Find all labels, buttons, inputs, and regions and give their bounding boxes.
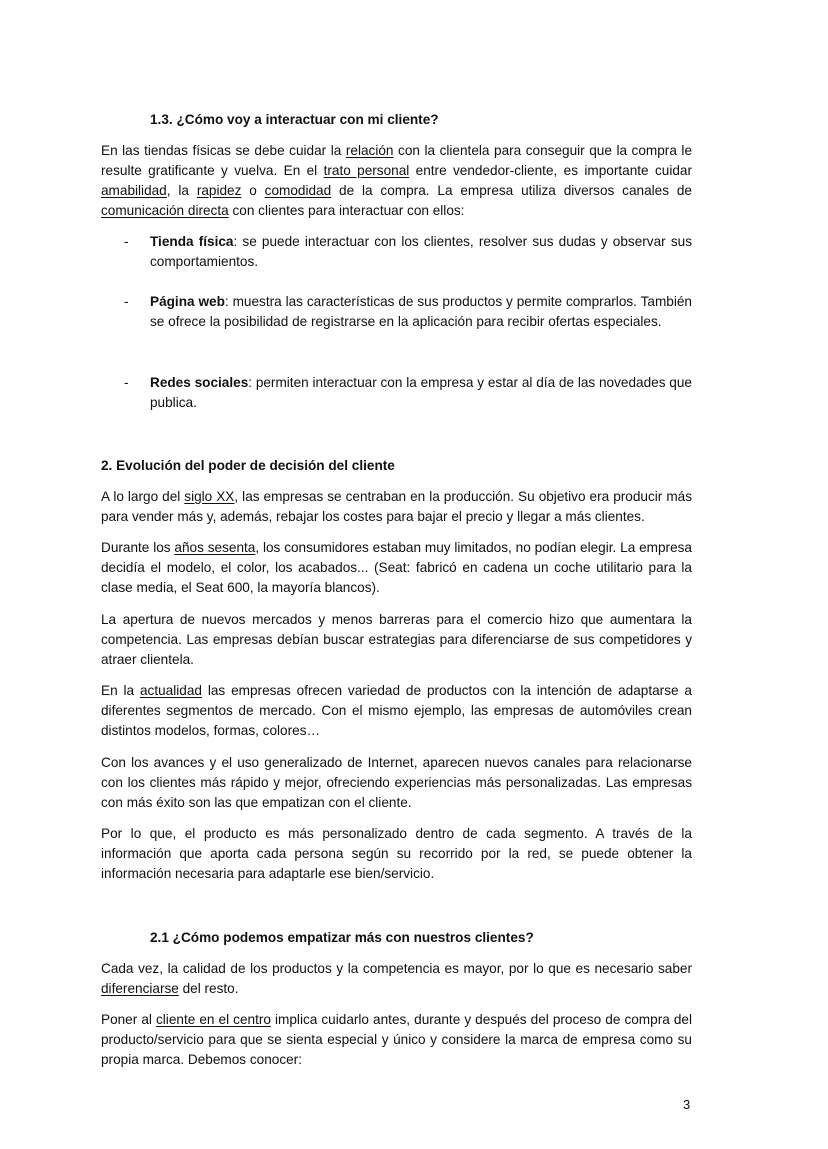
bullet-tienda-fisica (150, 232, 692, 272)
text-run: Por lo que, el producto es más personalizado dentro de cada segmento. A través de la información que aporta cada persona según su recorrido por la red, se puede obtener la información necesaria para adaptarle ese bien/servicio. (101, 826, 692, 881)
underlined-term: siglo XX (184, 489, 235, 504)
text-run: La apertura de nuevos mercados y menos barreras para el comercio hizo que aumentara la competencia. Las empresas debían buscar estrategias para diferenciarse de sus competidores y atraer clientela. (101, 612, 692, 667)
bullet-dash-1: - (124, 234, 129, 249)
section-2-heading: 2. Evolución del poder de decisión del cliente (101, 458, 395, 473)
section-1-3-heading: 1.3. ¿Cómo voy a interactuar con mi cliente? (150, 112, 439, 127)
text-run: , las empresas se centraban en la producción. Su objetivo era producir más para vender más y, además, rebajar los costes para bajar el precio y llegar a más clientes. (101, 489, 692, 524)
bullet-term: Redes sociales (150, 375, 249, 390)
text-run: de la compra. La empresa utiliza diversos canales de (331, 183, 692, 198)
text-run: con clientes para interactuar con ellos: (228, 203, 465, 218)
text-run: entre vendedor-cliente, es importante cuidar (409, 163, 692, 178)
section-2-paragraph-1 (101, 487, 692, 527)
section-1-3-paragraph (101, 141, 692, 221)
section-2-1-paragraph-2 (101, 1010, 692, 1070)
text-run: o (241, 183, 265, 198)
bullet-pagina-web (150, 292, 692, 332)
text-run: En la (101, 683, 140, 698)
bullet-term: Página web (150, 294, 225, 309)
bullet-dash-3: - (124, 375, 129, 390)
section-2-1-heading: 2.1 ¿Cómo podemos empatizar más con nuestros clientes? (150, 930, 534, 945)
text-run: A lo largo del (101, 489, 185, 504)
text-run: del resto. (178, 981, 239, 996)
underlined-term: rapidez (196, 183, 242, 198)
section-2-1-paragraph-1 (101, 959, 692, 999)
text-run: implica cuidarlo antes, durante y después del proceso de compra del producto/servicio para que se sienta especial y único y considere la marca de empresa como su propia marca. Debemos conocer: (101, 1012, 692, 1067)
underlined-term: amabilidad (101, 183, 167, 198)
bullet-text: : se puede interactuar con los clientes, resolver sus dudas y observar sus comportamientos. (150, 234, 692, 269)
text-run: las empresas ofrecen variedad de productos con la intención de adaptarse a diferentes segmentos de mercado. Con el mismo ejemplo, las empresas de automóviles crean distintos modelos, formas, colores… (101, 683, 692, 738)
section-2-paragraph-5 (101, 753, 692, 813)
text-run: , la (166, 183, 197, 198)
underlined-term: relación (345, 143, 394, 158)
bullet-text: : permiten interactuar con la empresa y estar al día de las novedades que publica. (150, 375, 692, 410)
underlined-term: diferenciarse (101, 981, 179, 996)
text-run: , los consumidores estaban muy limitados, no podían elegir. La empresa decidía el modelo, el color, los acabados... (Seat: fabricó en cadena un coche utilitario para la clase media, el Seat 600, la mayoría blancos). (101, 540, 692, 595)
bullet-term: Tienda física (150, 234, 234, 249)
bullet-text: : muestra las características de sus productos y permite comprarlos. También se ofrece la posibilidad de registrarse en la aplicación para recibir ofertas especiales. (150, 294, 692, 329)
underlined-term: cliente en el centro (155, 1012, 271, 1027)
text-run: Con los avances y el uso generalizado de Internet, aparecen nuevos canales para relacionarse con los clientes más rápido y mejor, ofreciendo experiencias más personalizadas. Las empresas con más éxito son las que empatizan con el cliente. (101, 755, 692, 810)
text-run: Durante los (101, 540, 175, 555)
page-number: 3 (683, 1097, 691, 1112)
section-2-paragraph-4 (101, 681, 692, 741)
underlined-term: años sesenta (174, 540, 256, 555)
text-run: con la clientela para conseguir que la compra le resulte gratificante y vuelva. En el (101, 143, 693, 178)
section-2-paragraph-3 (101, 610, 692, 670)
underlined-term: actualidad (139, 683, 202, 698)
text-run: Poner al (101, 1012, 156, 1027)
section-2-paragraph-6 (101, 824, 692, 884)
section-2-paragraph-2 (101, 538, 692, 598)
underlined-term: trato personal (323, 163, 410, 178)
text-run: En las tiendas físicas se debe cuidar la (101, 143, 346, 158)
underlined-term: comunicación directa (101, 203, 229, 218)
text-run: Cada vez, la calidad de los productos y la competencia es mayor, por lo que es necesario saber (101, 961, 692, 976)
bullet-dash-2: - (124, 294, 129, 309)
underlined-term: comodidad (264, 183, 332, 198)
bullet-redes-sociales (150, 373, 692, 413)
